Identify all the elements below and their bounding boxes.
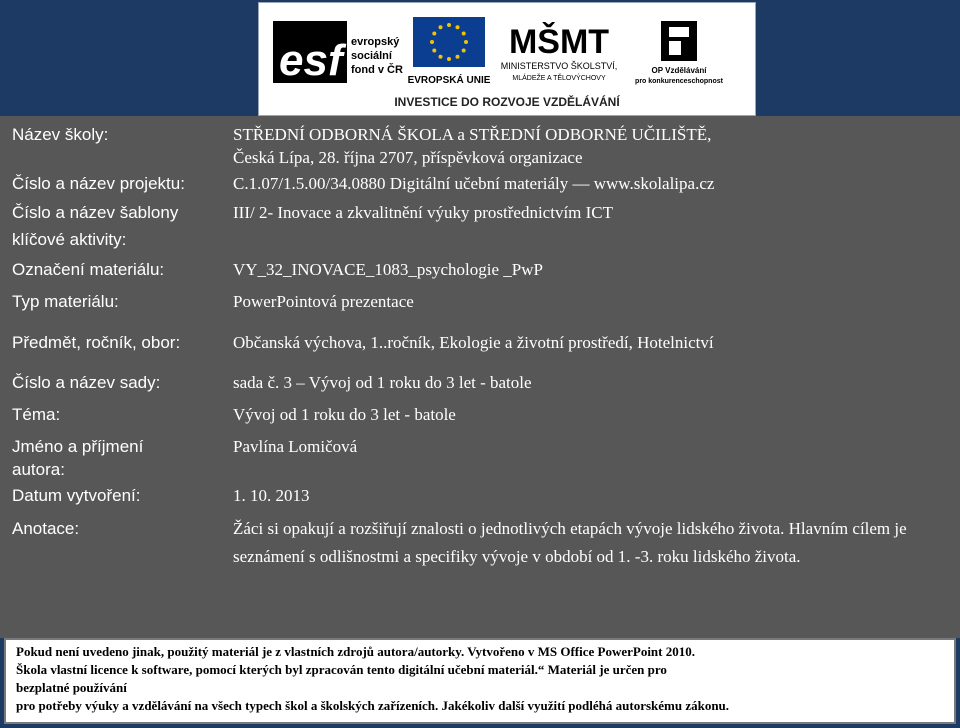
date-value: 1. 10. 2013: [233, 486, 310, 505]
footer-line2: Škola vlastní licence k software, pomocí kterých byl zpracován tento digitální učební materiál.“ Materiál je určen pro: [16, 662, 667, 677]
op-line2-text: pro konkurenceschopnost: [635, 78, 723, 85]
annotation-label: Anotace:: [12, 519, 80, 538]
author-label-line2: autora:: [12, 460, 65, 479]
msmt-mark: MŠMT: [508, 23, 610, 61]
eu-star-icon: [430, 40, 434, 44]
subject-label: Předmět, ročník, obor:: [12, 333, 181, 352]
op-line1-text: OP Vzdělávání: [651, 66, 707, 75]
eu-star-icon: [447, 23, 451, 27]
code-value: VY_32_INOVACE_1083_psychologie _PwP: [233, 260, 543, 279]
msmt-logo: [501, 22, 618, 82]
footer-line3: bezplatné používání: [16, 680, 127, 695]
set-label: Číslo a název sady:: [12, 373, 161, 392]
eu-star-icon: [456, 25, 460, 29]
svg-text:esf: esf: [279, 36, 343, 85]
eu-flag: [408, 17, 491, 86]
eu-star-icon: [447, 57, 451, 61]
project-value: C.1.07/1.5.00/34.0880 Digitální učební materiály — www.skolalipa.cz: [233, 174, 715, 193]
author-label-line1: Jméno a příjmení: [12, 437, 144, 456]
footer-line4: pro potřeby výuky a vzdělávání na všech typech škol a školských zařízeních. Jakékoliv další využití podléhá autorskému zákonu.: [16, 698, 730, 713]
footer-line1: Pokud není uvedeno jinak, použitý materiál je z vlastních zdrojů autora/autorky. Vytvořeno v MS Office PowerPoint 2010.: [16, 644, 695, 659]
school-label: Název školy:: [12, 125, 109, 144]
msmt-line1-text: MINISTERSTVO ŠKOLSTVÍ,: [500, 61, 618, 71]
date-label: Datum vytvoření:: [12, 486, 141, 505]
esf-sub3-text: fond v ČR: [351, 64, 403, 76]
eu-star-icon: [432, 32, 436, 36]
logo-banner: [258, 2, 756, 116]
esf-sub1-text: evropský: [351, 36, 400, 48]
type-value: PowerPointová prezentace: [233, 292, 414, 311]
msmt-line2-text: MLÁDEŽE A TĚLOVÝCHOVY: [512, 75, 606, 82]
type-label: Typ materiálu:: [12, 292, 119, 311]
school-value-line1: STŘEDNÍ ODBORNÁ ŠKOLA a STŘEDNÍ ODBORNÉ UČILIŠTĚ,: [233, 125, 712, 144]
template-label-line2: klíčové aktivity:: [12, 230, 127, 249]
annotation-value: Žáci si opakují a rozšiřují znalosti o jednotlivých etapách vývoje lidského života. Hlavním cílem je seznámení s odlišnostmi a specifiky vývoje v období od 1. -3. roku lidského života.: [233, 519, 907, 566]
op-logo: [635, 21, 724, 85]
code-label: Označení materiálu:: [12, 260, 165, 279]
template-value: III/ 2- Inovace a zkvalitnění výuky prostřednictvím ICT: [233, 203, 614, 222]
esf-sub2-text: sociální: [351, 50, 392, 62]
banner-tagline: INVESTICE DO ROZVOJE VZDĚLÁVÁNÍ: [394, 95, 620, 109]
eu-star-icon: [464, 40, 468, 44]
project-label: Číslo a název projektu:: [12, 174, 185, 193]
eu-star-icon: [456, 55, 460, 59]
topic-label: Téma:: [12, 405, 61, 424]
eu-star-icon: [432, 49, 436, 53]
eu-star-icon: [462, 49, 466, 53]
school-value-line2: Česká Lípa, 28. října 2707, příspěvková organizace: [233, 148, 583, 167]
eu-star-icon: [439, 25, 443, 29]
set-value: sada č. 3 – Vývoj od 1 roku do 3 let - batole: [233, 373, 532, 392]
topic-value: Vývoj od 1 roku do 3 let - batole: [233, 405, 456, 424]
template-label-line1: Číslo a název šablony: [12, 203, 179, 222]
logo-banner-graphic: [259, 3, 755, 115]
author-value: Pavlína Lomičová: [233, 437, 358, 456]
eu-star-icon: [439, 55, 443, 59]
esf-logo: [273, 21, 403, 85]
eu-label-text: EVROPSKÁ UNIE: [407, 75, 491, 86]
eu-star-icon: [462, 32, 466, 36]
subject-value: Občanská výchova, 1..ročník, Ekologie a životní prostředí, Hotelnictví: [233, 333, 714, 352]
license-footer: [4, 638, 956, 724]
